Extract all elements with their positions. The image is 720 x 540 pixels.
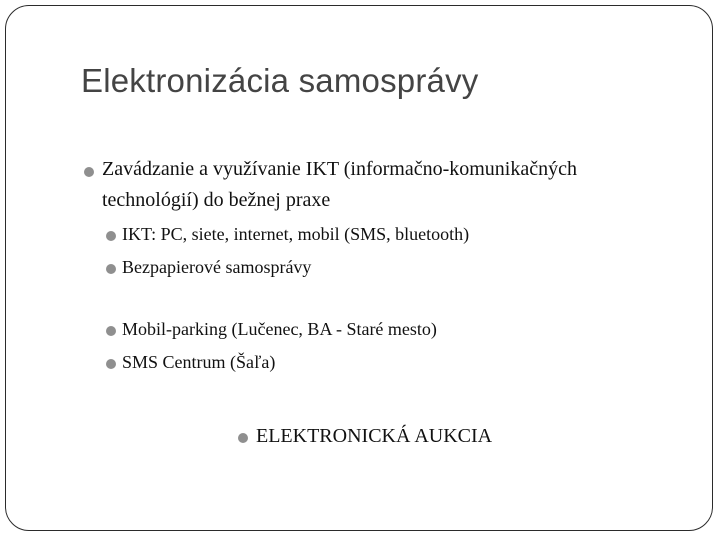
bullet-dot: [84, 167, 94, 177]
bullet-dot: [106, 326, 116, 336]
bullet-dot: [106, 359, 116, 369]
bullet-text-4: Mobil-parking (Lučenec, BA - Staré mesto): [122, 319, 437, 339]
bullet-text-3: Bezpapierové samosprávy: [122, 257, 312, 277]
bullet-dot: [106, 231, 116, 241]
bullet-dot: [238, 433, 248, 443]
bullet-dot: [106, 264, 116, 274]
bullet-text-5: SMS Centrum (Šaľa): [122, 352, 276, 372]
bullet-text-6: ELEKTRONICKÁ AUKCIA: [256, 425, 493, 447]
slide-title: Elektronizácia samosprávy: [81, 62, 479, 99]
bullet-text-2: IKT: PC, siete, internet, mobil (SMS, bluetooth): [122, 224, 470, 244]
bullet-text-1-continuation: technológií) do bežnej praxe: [102, 189, 331, 211]
bullet-text-1: Zavádzanie a využívanie IKT (informačno-komunikačných: [102, 158, 577, 180]
